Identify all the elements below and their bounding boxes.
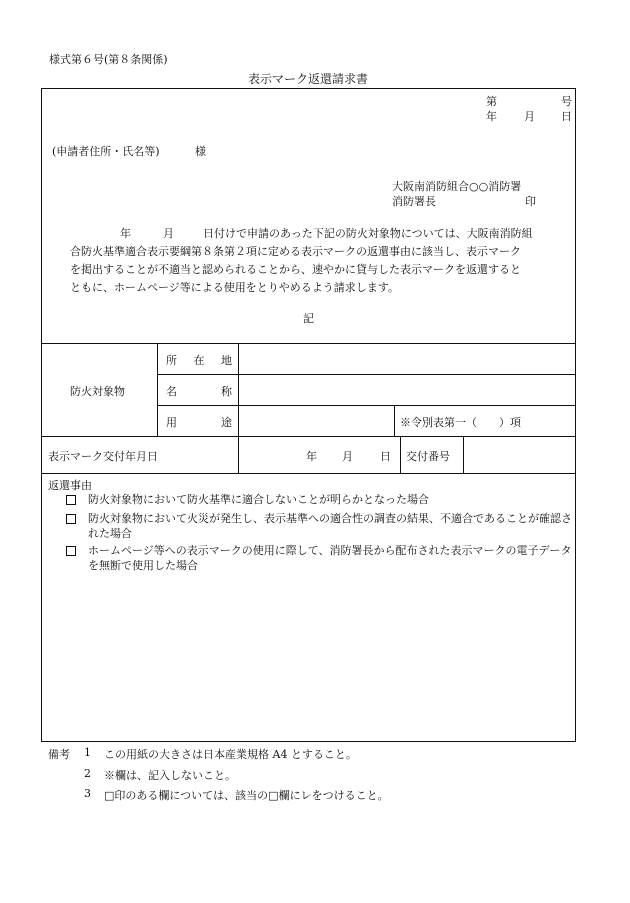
issuer-org: 大阪南消防組合○○消防署	[392, 180, 522, 193]
table-line-2	[157, 374, 576, 375]
note-3-text: □印のある欄については、該当の□欄にレをつけること。	[104, 789, 389, 802]
location-char-1: 所	[166, 354, 177, 367]
applicant-placeholder: (申請者住所・氏名等)	[52, 145, 160, 158]
name-label	[166, 383, 232, 399]
reason-1-checkbox[interactable]	[66, 495, 76, 505]
body-line-3: ともに、ホームページ等による使用をとりやめるよう請求します。	[70, 281, 399, 294]
location-label	[166, 352, 232, 368]
notes-label: 備考	[48, 748, 70, 761]
object-label: 防火対象物	[70, 385, 125, 398]
name-char-2: 称	[221, 385, 232, 398]
issue-date-year: 年	[306, 450, 317, 463]
reason-item-1	[66, 492, 576, 507]
issue-date-day: 日	[380, 450, 391, 463]
body-date-rest: 日付けで申請のあった下記の防火対象物については、大阪南消防組	[203, 227, 533, 240]
date-month: 月	[524, 110, 535, 123]
use-label	[166, 414, 232, 430]
location-char-3: 地	[221, 354, 232, 367]
table-vline-4	[400, 436, 401, 473]
reason-3-checkbox[interactable]	[66, 546, 76, 556]
table-vline-1	[157, 343, 158, 436]
note-1-num: 1	[84, 746, 91, 759]
reason-item-3	[66, 543, 576, 573]
table-top-line	[41, 343, 576, 344]
body-date-year: 年	[120, 227, 131, 240]
table-line-5	[41, 473, 576, 474]
issue-number-label: 交付番号	[406, 450, 450, 463]
form-title: 表示マーク返還請求書	[248, 72, 369, 86]
reason-3-text: ホームページ等への表示マークの使用に際して、消防署長から配布された表示マークの電子データを無断で使用した場合	[88, 544, 572, 572]
body-line-2: を掲出することが不適当と認められることから、速やかに貸与した表示マークを返還すると	[70, 263, 521, 276]
body-date-month: 月	[163, 227, 174, 240]
reason-item-2	[66, 511, 576, 541]
reason-2-checkbox[interactable]	[66, 514, 76, 524]
location-char-2: 在	[193, 354, 205, 367]
note-2-num: 2	[84, 767, 91, 780]
date-year: 年	[486, 110, 497, 123]
ki-label: 記	[303, 312, 314, 325]
doc-number-dai: 第	[486, 95, 497, 108]
form-number: 様式第６号(第８条関係)	[49, 53, 168, 66]
issuer-title: 消防署長	[392, 195, 436, 208]
issuer-seal: 印	[525, 195, 536, 208]
issue-date-label: 表示マーク交付年月日	[48, 450, 158, 463]
issue-date-month: 月	[342, 450, 353, 463]
note-1-text: この用紙の大きさは日本産業規格 A4 とすること。	[104, 748, 357, 761]
table-line-3	[157, 405, 576, 406]
use-char-1: 用	[166, 416, 177, 429]
table-line-4	[41, 436, 576, 437]
table-vline-3	[394, 405, 395, 436]
body-line-1: 合防火基準適合表示要綱第８条第２項に定める表示マークの返還事由に該当し、表示マーク	[70, 245, 521, 258]
use-char-2: 途	[221, 416, 232, 429]
note-3-num: 3	[84, 787, 91, 800]
name-char-1: 名	[166, 385, 177, 398]
doc-number-go: 号	[561, 95, 572, 108]
applicant-honorific: 様	[195, 145, 206, 158]
reason-2-text: 防火対象物において火災が発生し、表示基準への適合性の調査の結果、不適合であることが確認された場合	[88, 512, 572, 540]
classification: ※令別表第一（ ）項	[400, 416, 521, 429]
date-day: 日	[561, 110, 572, 123]
reasons-heading: 返還事由	[48, 479, 92, 492]
table-vline-5	[463, 436, 464, 473]
reason-1-text: 防火対象物において防火基準に適合しないことが明らかとなった場合	[88, 493, 429, 506]
note-2-text: ※欄は、記入しないこと。	[104, 769, 236, 782]
table-vline-2	[238, 343, 239, 473]
